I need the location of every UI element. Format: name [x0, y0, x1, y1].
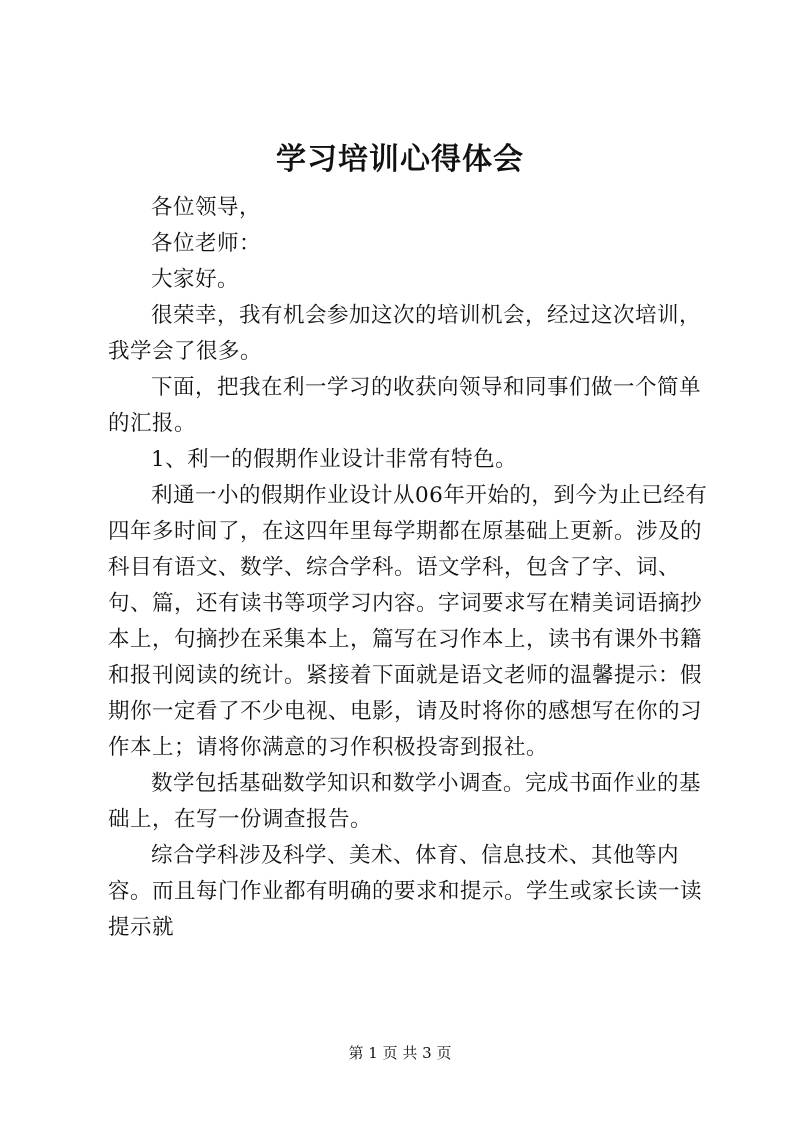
document-title: 学习培训心得体会: [276, 142, 524, 177]
paragraph: 大家好。: [151, 267, 240, 292]
paragraph: 很荣幸，我有机会参加这次的培训机会，经过这次培训，我学会了很多。: [108, 303, 702, 364]
document-body: [108, 190, 714, 946]
paragraph: 综合学科涉及科学、美术、体育、信息技术、其他等内容。而且每门作业都有明确的要求和提示。学生或家长读一读提示就: [108, 843, 703, 940]
paragraph: 1、利一的假期作业设计非常有特色。: [151, 447, 518, 472]
paragraph: 数学包括基础数学知识和数学小调查。完成书面作业的基础上，在写一份调查报告。: [108, 771, 702, 832]
paragraph: 利通一小的假期作业设计从06年开始的，到今为止已经有四年多时间了，在这四年里每学期都在原基础上更新。涉及的科目有语文、数学、综合学科。语文学科，包含了字、词、句、篇，还有读书等项学习内容。字词要求写在精美词语摘抄本上，句摘抄在采集本上，篇写在习作本上，读书有课外书籍和报刊阅读的统计。紧接着下面就是语文老师的温馨提示：假期你一定看了不少电视、电影，请及时将你的感想写在你的习作本上；请将你满意的习作积极投寄到报社。: [108, 483, 708, 760]
page-number-footer: 第 1 页 共 3 页: [348, 1044, 452, 1062]
paragraph: 下面，把我在利一学习的收获向领导和同事们做一个简单的汇报。: [108, 375, 702, 436]
paragraph: 各位老师：: [151, 231, 262, 256]
paragraph: 各位领导，: [151, 195, 262, 220]
